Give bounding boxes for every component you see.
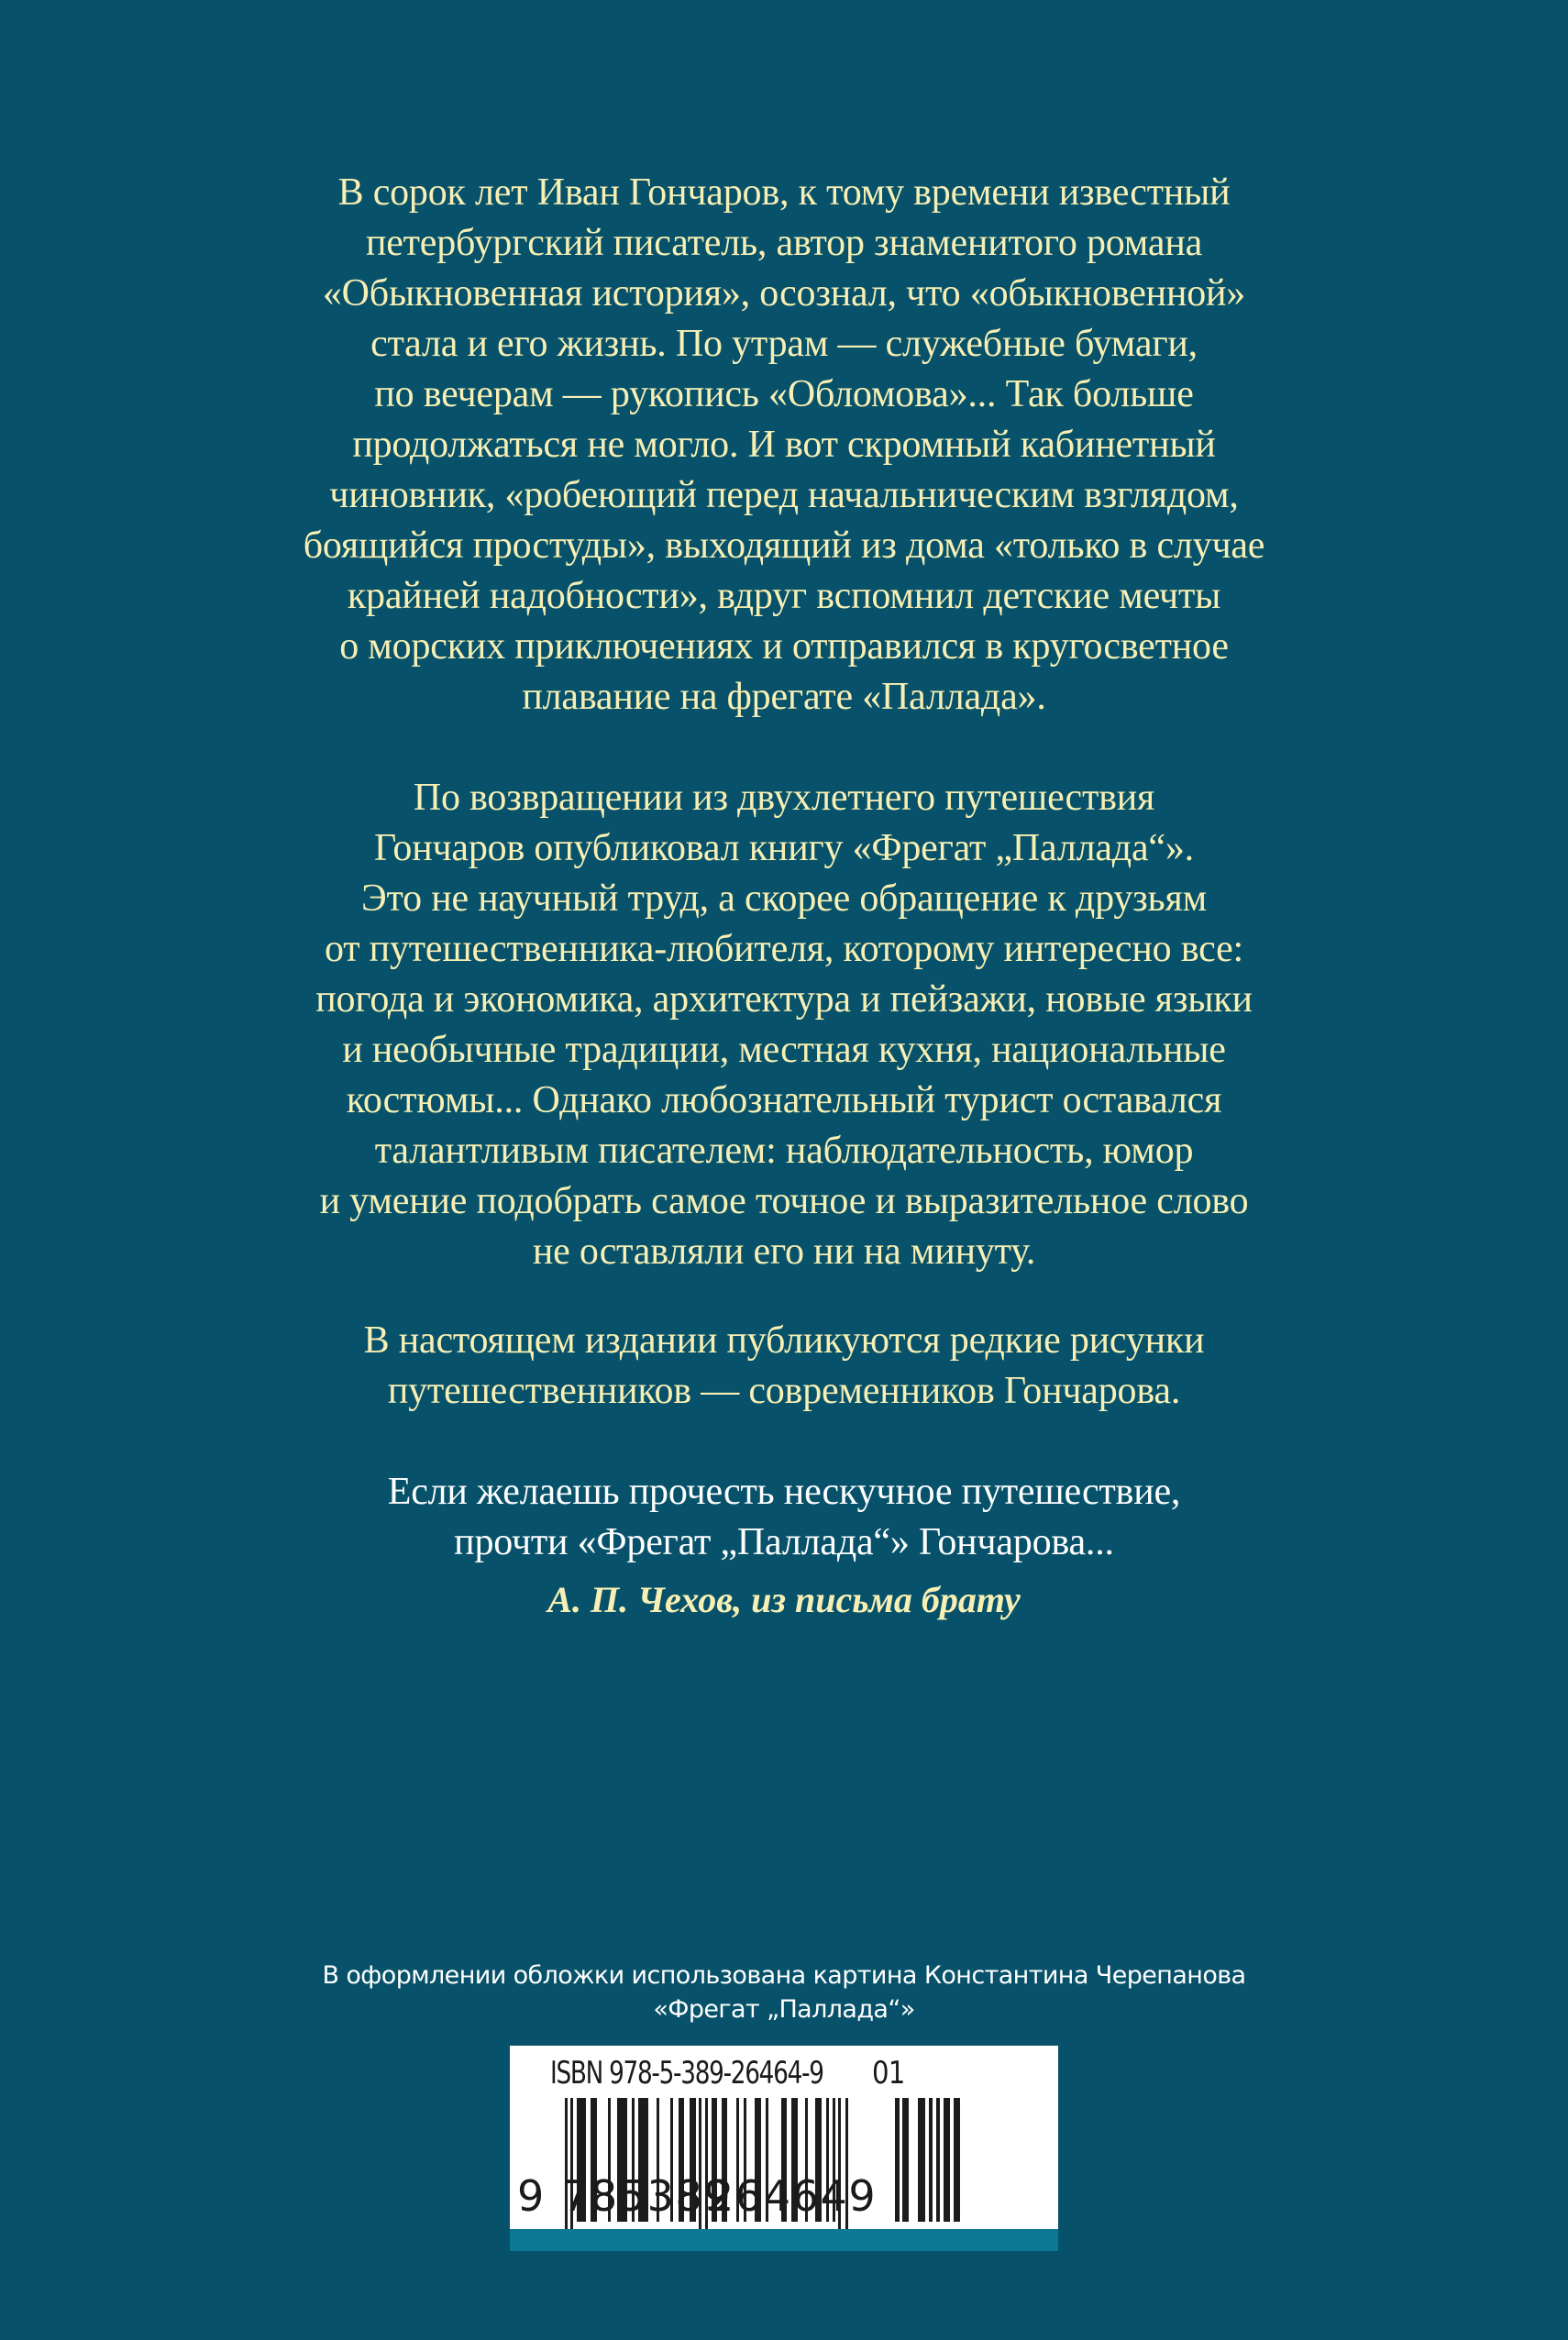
text-line: путешественников — современников Гончарова. [387,1370,1181,1412]
barcode-accent-stripe [510,2229,1058,2251]
ean-first-digit: 9 [517,2171,545,2221]
text-line: петербургский писатель, автор знаменитого романа [365,222,1203,264]
barcode-addon-label: 01 [872,2055,905,2092]
text-line: костюмы... Однако любознательный турист оставался [346,1079,1222,1121]
ean-left-group: 785389 [562,2171,733,2221]
text-line: о морских приключениях и отправился в кругосветное [339,625,1229,668]
text-line: не оставляли его ни на минуту. [532,1231,1036,1273]
text-line: погода и экономика, архитектура и пейзажи, новые языки [315,978,1253,1021]
isbn-barcode [510,2046,1058,2251]
text-line: «Обыкновенная история», осознал, что «обыкновенной» [322,272,1246,315]
description-paragraph-2 [138,773,1430,1277]
quote-line: Если желаешь прочесть нескучное путешествие, [387,1471,1181,1513]
text-line: В настоящем издании публикуются редкие рисунки [363,1319,1205,1362]
text-line: от путешественника-любителя, которому интересно все: [324,928,1243,970]
description-paragraph-3 [138,1316,1430,1417]
text-line: крайней надобности», вдруг вспомнил детские мечты [347,575,1221,617]
text-line: по вечерам — рукопись «Обломова»... Так больше [374,373,1194,415]
credit-line: «Фрегат „Паллада“» [653,1995,915,2024]
quote-line: прочти «Фрегат „Паллада“» Гончарова... [454,1521,1114,1563]
text-line: плавание на фрегате «Паллада». [522,676,1046,718]
ean-right-group: 264649 [707,2171,878,2221]
text-line: талантливым писателем: наблюдательность, юмор [374,1130,1194,1172]
quote-attribution: А. П. Чехов, из письма брату [547,1579,1021,1620]
text-line: Это не научный труд, а скорее обращение к друзьям [361,878,1207,920]
text-line: По возвращении из двухлетнего путешествия [413,777,1155,819]
cover-art-credit [138,1959,1430,2026]
text-line: продолжаться не могло. И вот скромный кабинетный [352,424,1216,466]
description-paragraph-1 [138,168,1430,723]
text-line: В сорок лет Иван Гончаров, к тому времени известный [337,171,1231,214]
chekhov-quote [138,1467,1430,1568]
text-line: и умение подобрать самое точное и выразительное слово [319,1180,1249,1222]
text-line: и необычные традиции, местная кухня, национальные [342,1029,1226,1071]
text-line: чиновник, «робеющий перед начальническим взглядом, [329,474,1239,516]
text-line: боящийся простуды», выходящий из дома «только в случае [303,524,1265,567]
text-line: стала и его жизнь. По утрам — служебные бумаги, [370,323,1198,365]
isbn-label: ISBN 978-5-389-26464-9 [550,2055,823,2092]
credit-line: В оформлении обложки использована картина Константина Черепанова [322,1961,1246,1990]
text-line: Гончаров опубликовал книгу «Фрегат „Паллада“». [374,827,1194,869]
